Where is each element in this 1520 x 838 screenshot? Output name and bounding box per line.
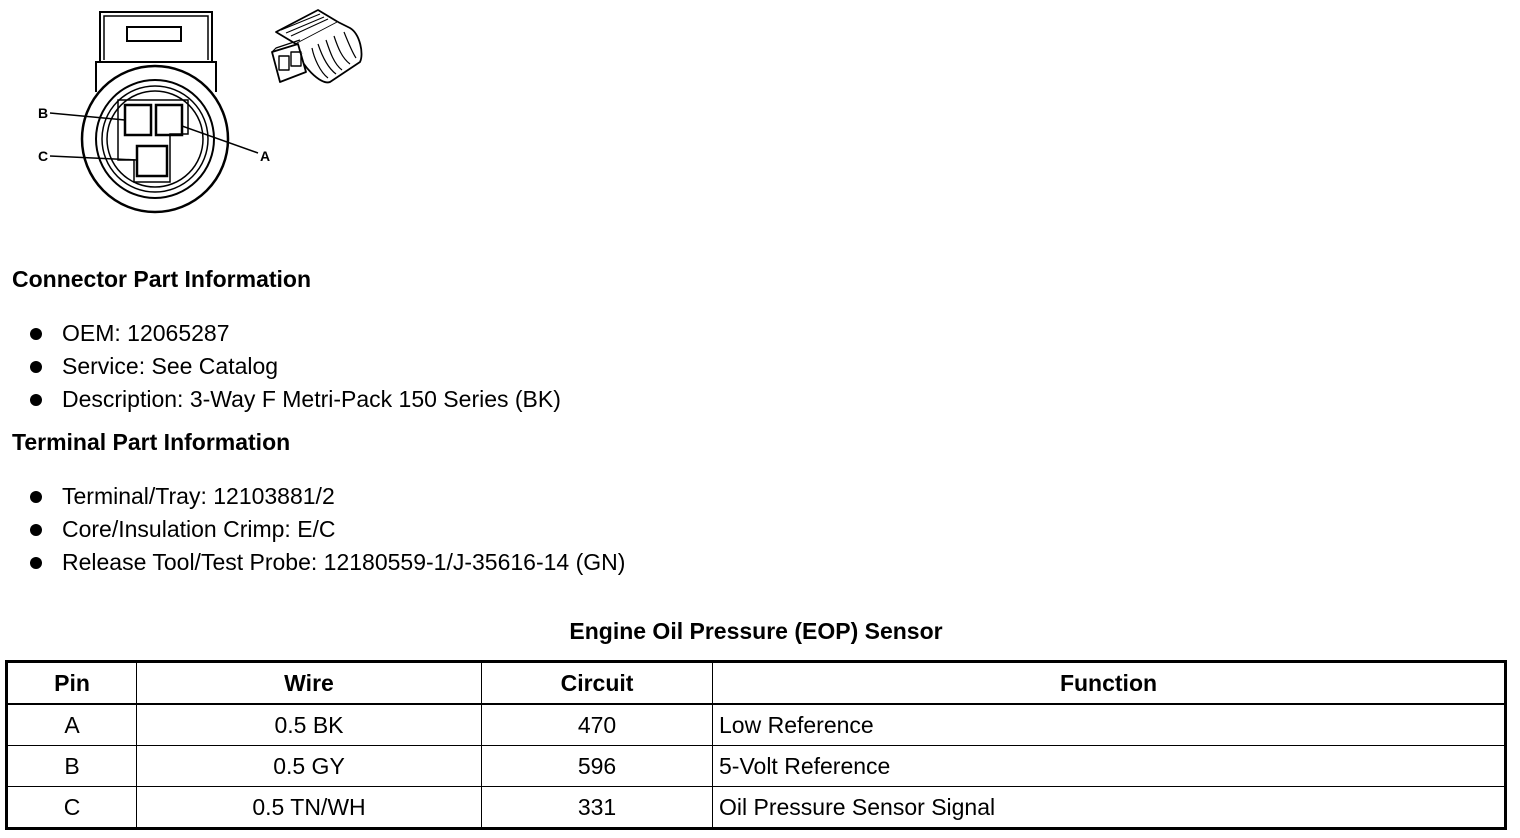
cell-wire: 0.5 BK [137, 704, 482, 746]
bullet-icon [30, 328, 42, 340]
cell-function: Oil Pressure Sensor Signal [713, 787, 1506, 829]
connector-diagram [30, 0, 390, 220]
cell-pin: C [7, 787, 137, 829]
terminal-info-heading: Terminal Part Information [12, 429, 291, 455]
table-row [7, 746, 1506, 787]
list-item: OEM: 12065287 [30, 317, 561, 350]
table-row [7, 704, 1506, 746]
pin-label-b: B [38, 105, 49, 121]
cell-wire: 0.5 TN/WH [137, 787, 482, 829]
bullet-icon [30, 394, 42, 406]
cell-circuit: 470 [482, 704, 713, 746]
cell-wire: 0.5 GY [137, 746, 482, 787]
cavity-b [125, 105, 151, 135]
table-header-row [7, 662, 1506, 705]
cavity-c [137, 146, 167, 176]
col-header-wire: Wire [137, 662, 482, 705]
connector-illustration [272, 10, 362, 82]
col-header-function: Function [713, 662, 1506, 705]
list-item: Description: 3-Way F Metri-Pack 150 Series (BK) [30, 383, 561, 416]
bullet-icon [30, 491, 42, 503]
list-item: Terminal/Tray: 12103881/2 [30, 480, 625, 513]
terminal-info-list [30, 480, 625, 579]
cavity-a [156, 105, 182, 135]
table-title: Engine Oil Pressure (EOP) Sensor [569, 618, 943, 644]
cell-function: 5-Volt Reference [713, 746, 1506, 787]
cell-pin: A [7, 704, 137, 746]
bullet-icon [30, 361, 42, 373]
cell-circuit: 331 [482, 787, 713, 829]
pin-label-c: C [38, 148, 49, 164]
col-header-pin: Pin [7, 662, 137, 705]
bullet-icon [30, 524, 42, 536]
table-row [7, 787, 1506, 829]
col-header-circuit: Circuit [482, 662, 713, 705]
list-item: Core/Insulation Crimp: E/C [30, 513, 625, 546]
list-item: Service: See Catalog [30, 350, 561, 383]
pin-label-a: A [260, 148, 271, 164]
cell-circuit: 596 [482, 746, 713, 787]
connector-info-list [30, 317, 561, 416]
connector-info-heading: Connector Part Information [12, 266, 312, 292]
cell-function: Low Reference [713, 704, 1506, 746]
list-item: Release Tool/Test Probe: 12180559-1/J-35616-14 (GN) [30, 546, 625, 579]
pin-table [5, 660, 1507, 830]
bullet-icon [30, 557, 42, 569]
cell-pin: B [7, 746, 137, 787]
